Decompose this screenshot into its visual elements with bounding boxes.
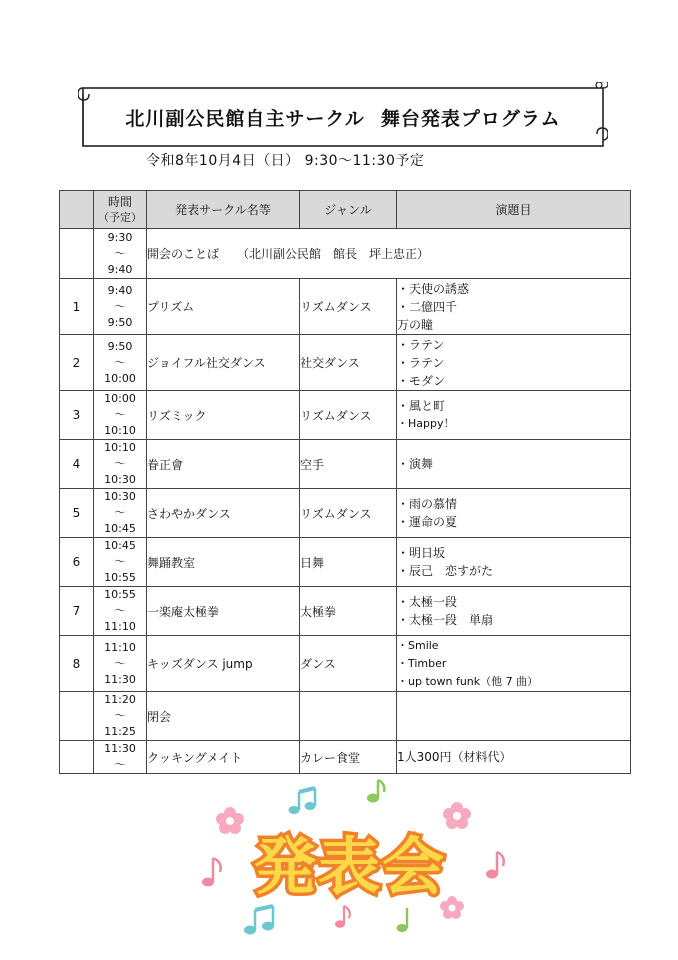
title-part1: 北川副公民館自主サークル bbox=[125, 108, 365, 130]
genre bbox=[300, 692, 397, 741]
time-start: 9:40 bbox=[107, 283, 133, 297]
row-no: 7 bbox=[60, 587, 94, 636]
work-item: ・明日坂 bbox=[397, 546, 446, 560]
work-item: ・演舞 bbox=[397, 457, 434, 471]
music-note-icon bbox=[202, 858, 221, 887]
row-time bbox=[94, 692, 147, 741]
genre: 空手 bbox=[300, 440, 397, 489]
work-item: ・モダン bbox=[397, 373, 446, 388]
opening-text: 開会のことば （北川副公民館 館長 坪上忠正） bbox=[147, 229, 631, 279]
time-start: 9:30 bbox=[107, 230, 133, 244]
program-table bbox=[59, 190, 631, 774]
works-list bbox=[397, 279, 631, 335]
title-part2: 舞台発表プログラム bbox=[380, 108, 561, 130]
work-item: ・Timber bbox=[397, 656, 447, 670]
genre: リズムダンス bbox=[300, 279, 397, 335]
table-row bbox=[60, 741, 631, 774]
time-start: 11:20 bbox=[104, 693, 136, 706]
table-row bbox=[60, 587, 631, 636]
circle-name: 閉会 bbox=[147, 692, 300, 741]
happyokai-illustration bbox=[190, 776, 510, 946]
works-list bbox=[397, 636, 631, 692]
work-item: ・up town funk（他 7 曲） bbox=[397, 674, 539, 688]
row-no: 6 bbox=[60, 538, 94, 587]
time-tilde: 〜 bbox=[114, 408, 126, 421]
works-list bbox=[397, 538, 631, 587]
work-item: ・Happy！ bbox=[397, 417, 455, 430]
header-time-label: 時間 bbox=[107, 194, 132, 209]
circle-name: プリズム bbox=[147, 279, 300, 335]
circle-name: 一楽庵太極拳 bbox=[147, 587, 300, 636]
row-no: 2 bbox=[60, 335, 94, 391]
table-row bbox=[60, 692, 631, 741]
row-time bbox=[94, 741, 147, 774]
circle-name: 舞踊教室 bbox=[147, 538, 300, 587]
time-tilde: 〜 bbox=[114, 355, 126, 369]
time-end: 10:45 bbox=[104, 522, 136, 535]
row-time bbox=[94, 587, 147, 636]
circle-name: リズミック bbox=[147, 391, 300, 440]
time-start: 10:45 bbox=[104, 539, 136, 552]
row-time bbox=[94, 335, 147, 391]
work-item: ・雨の慕情 bbox=[397, 497, 458, 511]
work-item: ・ラテン bbox=[397, 355, 445, 370]
table-row bbox=[60, 489, 631, 538]
row-time bbox=[94, 489, 147, 538]
table-row-opening bbox=[60, 229, 631, 279]
time-tilde: 〜 bbox=[114, 555, 126, 568]
circle-name: さわやかダンス bbox=[147, 489, 300, 538]
genre: 日舞 bbox=[300, 538, 397, 587]
works-list bbox=[397, 692, 631, 741]
row-no: 5 bbox=[60, 489, 94, 538]
work-item: ・辰己 恋すがた bbox=[397, 564, 494, 578]
row-time bbox=[94, 636, 147, 692]
row-no bbox=[60, 741, 94, 774]
time-tilde: 〜 bbox=[114, 604, 126, 617]
works-list bbox=[397, 587, 631, 636]
row-time bbox=[94, 229, 147, 279]
row-no: 8 bbox=[60, 636, 94, 692]
title-banner bbox=[78, 82, 608, 152]
header-time-note: （予定） bbox=[98, 210, 142, 224]
work-item: ・太極一段 bbox=[397, 595, 458, 609]
illustration-text: 発表会 bbox=[253, 830, 447, 903]
row-no: 3 bbox=[60, 391, 94, 440]
time-tilde: 〜 bbox=[114, 299, 126, 313]
work-item: 1人300円（材料代） bbox=[397, 750, 512, 764]
music-note-icon bbox=[486, 852, 504, 879]
flower-icon bbox=[443, 802, 471, 829]
time-tilde: 〜 bbox=[114, 656, 126, 670]
genre: リズムダンス bbox=[300, 489, 397, 538]
work-item: ・Smile bbox=[397, 638, 439, 652]
genre: リズムダンス bbox=[300, 391, 397, 440]
music-note-icon bbox=[244, 906, 274, 935]
circle-name: キッズダンス jump bbox=[147, 636, 300, 692]
header-genre: ジャンル bbox=[300, 191, 397, 229]
table-row bbox=[60, 440, 631, 489]
works-list bbox=[397, 489, 631, 538]
header-no bbox=[60, 191, 94, 229]
time-tilde: 〜 bbox=[114, 758, 126, 771]
music-note-icon bbox=[335, 906, 350, 928]
music-note-icon bbox=[289, 788, 316, 814]
time-tilde: 〜 bbox=[114, 246, 126, 260]
circle-name: クッキングメイト bbox=[147, 741, 300, 774]
circle-name: 眷正會 bbox=[147, 440, 300, 489]
time-start: 10:30 bbox=[104, 490, 136, 503]
music-note-icon bbox=[367, 780, 384, 803]
event-date: 令和8年10月4日（日） 9:30〜11:30予定 bbox=[146, 153, 425, 169]
header-works: 演題目 bbox=[397, 191, 631, 229]
row-no bbox=[60, 692, 94, 741]
table-row bbox=[60, 636, 631, 692]
table-row bbox=[60, 335, 631, 391]
time-end: 9:40 bbox=[107, 262, 133, 276]
work-item: ・二億四千 bbox=[397, 299, 458, 314]
header-time bbox=[94, 191, 147, 229]
works-list bbox=[397, 741, 631, 774]
table-row bbox=[60, 391, 631, 440]
works-list bbox=[397, 440, 631, 489]
header-circle: 発表サークル名等 bbox=[147, 191, 300, 229]
table-header bbox=[60, 191, 631, 229]
time-end: 10:00 bbox=[104, 371, 136, 385]
time-start: 10:55 bbox=[104, 588, 136, 601]
flower-icon bbox=[216, 807, 244, 834]
row-time bbox=[94, 391, 147, 440]
row-no: 4 bbox=[60, 440, 94, 489]
music-note-icon bbox=[397, 908, 408, 932]
works-list bbox=[397, 391, 631, 440]
work-item: ・太極一段 単扇 bbox=[397, 613, 494, 627]
circle-name: ジョイフル社交ダンス bbox=[147, 335, 300, 391]
time-start: 10:00 bbox=[104, 392, 136, 405]
time-end: 9:50 bbox=[107, 315, 133, 329]
genre: 社交ダンス bbox=[300, 335, 397, 391]
page-title bbox=[78, 104, 608, 131]
work-item: ・運命の夏 bbox=[397, 515, 458, 529]
time-start: 11:10 bbox=[104, 640, 136, 654]
time-start: 10:10 bbox=[104, 441, 136, 454]
table-row bbox=[60, 279, 631, 335]
time-end: 10:55 bbox=[104, 571, 136, 584]
time-end: 10:30 bbox=[104, 473, 136, 486]
row-time bbox=[94, 279, 147, 335]
time-tilde: 〜 bbox=[114, 709, 126, 722]
time-tilde: 〜 bbox=[114, 457, 126, 470]
genre: 太極拳 bbox=[300, 587, 397, 636]
works-list bbox=[397, 335, 631, 391]
time-end: 10:10 bbox=[104, 424, 136, 437]
time-end: 11:10 bbox=[104, 620, 136, 633]
work-item: 万の瞳 bbox=[397, 317, 434, 332]
work-item: ・ラテン bbox=[397, 337, 445, 352]
genre: ダンス bbox=[300, 636, 397, 692]
time-start: 11:30 bbox=[104, 742, 136, 755]
time-end: 11:30 bbox=[104, 672, 136, 686]
work-item: ・風と町 bbox=[397, 399, 446, 413]
genre: カレー食堂 bbox=[300, 741, 397, 774]
time-start: 9:50 bbox=[107, 339, 133, 353]
row-time bbox=[94, 440, 147, 489]
work-item: ・天使の誘惑 bbox=[397, 281, 470, 296]
time-tilde: 〜 bbox=[114, 506, 126, 519]
table-row bbox=[60, 538, 631, 587]
row-no: 1 bbox=[60, 279, 94, 335]
row-no bbox=[60, 229, 94, 279]
row-time bbox=[94, 538, 147, 587]
time-end: 11:25 bbox=[104, 725, 136, 738]
